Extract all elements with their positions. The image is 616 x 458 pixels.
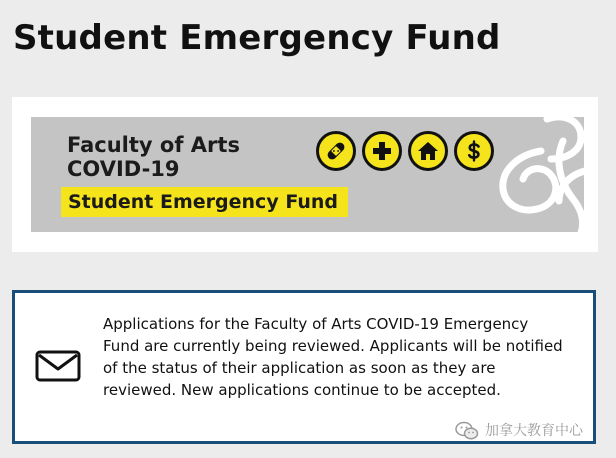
banner-faculty-text: Faculty of Arts — [67, 133, 240, 157]
watermark-text: 加拿大教育中心 — [485, 423, 583, 439]
banner-covid-text: COVID-19 — [67, 157, 180, 181]
dollar-icon — [454, 131, 494, 171]
medical-cross-icon — [362, 131, 402, 171]
watermark — [455, 421, 583, 441]
wechat-icon — [455, 421, 479, 441]
page-title: Student Emergency Fund — [13, 18, 501, 58]
decorative-swirl-icon — [489, 117, 584, 232]
bandage-icon — [316, 131, 356, 171]
banner-fund-tag: Student Emergency Fund — [61, 187, 348, 217]
notice-message: Applications for the Faculty of Arts COVID-19 Emergency Fund are currently being reviewed. Applicants will be notified of the status of their application as soon as they are reviewed. New applications continue to be accepted. — [103, 315, 563, 399]
envelope-icon — [35, 350, 81, 382]
banner-frame — [12, 97, 598, 252]
fund-banner — [31, 117, 584, 232]
house-icon — [408, 131, 448, 171]
banner-icon-row — [316, 131, 494, 169]
